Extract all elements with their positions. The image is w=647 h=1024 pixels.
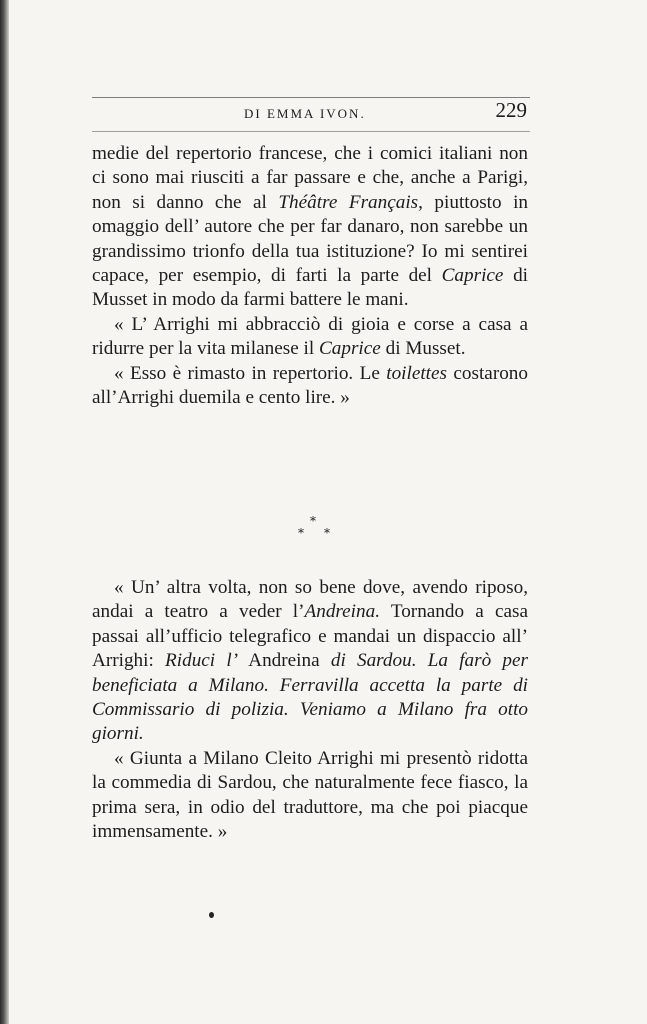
paragraph (92, 313, 528, 362)
asterisk: * (324, 526, 330, 540)
text-run: Tornando a casa passai all’ufficio telegrafico e mandai un dispaccio all’ Arrighi: (92, 601, 528, 672)
ink-spot (209, 912, 214, 918)
paragraph (92, 142, 528, 313)
text-run: Andreina (238, 650, 331, 672)
italic-run: Théâtre Français (278, 191, 419, 213)
italic-run: Andreina. (304, 601, 380, 623)
text-run: « L’ Arrighi mi abbracciò di gioia e corse a casa a ridurre per la vita milanese il (92, 313, 528, 360)
text-block-2 (92, 576, 528, 844)
running-title: DI EMMA IVON. (244, 106, 366, 121)
asterisk: * (310, 514, 316, 528)
text-block-1 (92, 142, 528, 410)
text-run: , piuttosto in omaggio dell’ autore che per far danaro, non sarebbe un grandissimo trionfo della tua istituzione? Io mi sentirei capace, per esempio, di farti la parte del (92, 191, 529, 287)
text-run: « Giunta a Milano Cleito Arrighi mi presentò ridotta la commedia di Sardou, che naturalmente fece fiasco, la prima sera, in odio del traduttore, ma che poi piacque immensamente. » (92, 747, 528, 843)
paragraph (92, 576, 528, 747)
header-rule-top (92, 97, 530, 98)
text-run: « Esso è rimasto in repertorio. Le (114, 362, 387, 384)
paragraph (92, 747, 528, 845)
text-run: di Musset in modo da farmi battere le mani. (92, 265, 528, 311)
header-rule-bottom (92, 131, 530, 132)
italic-run: Riduci l’ (165, 650, 239, 672)
italic-run: Caprice (318, 338, 381, 360)
text-run: di Musset. (380, 338, 466, 360)
text-run: medie del repertorio francese, che i comici italiani non ci sono mai riusciti a far passare e che, anche a Parigi, non si danno che al (92, 143, 528, 213)
paragraph (92, 362, 528, 411)
text-run: costarono all’Arrighi duemila e cento lire. » (92, 362, 528, 409)
text-run: « Un’ altra volta, non so bene dove, avendo riposo, andai a teatro a veder l’ (92, 577, 528, 623)
italic-run: Caprice (441, 265, 504, 287)
italic-run: toilettes (386, 362, 447, 384)
asterism-section-break (292, 515, 342, 545)
italic-run: di Sardou. La farò per beneficiata a Milano. Ferravilla accetta la parte di Commissario di polizia. Veniamo a Milano fra otto giorni. (92, 650, 528, 745)
asterisk: * (298, 526, 304, 540)
page-number: 229 (495, 98, 527, 122)
